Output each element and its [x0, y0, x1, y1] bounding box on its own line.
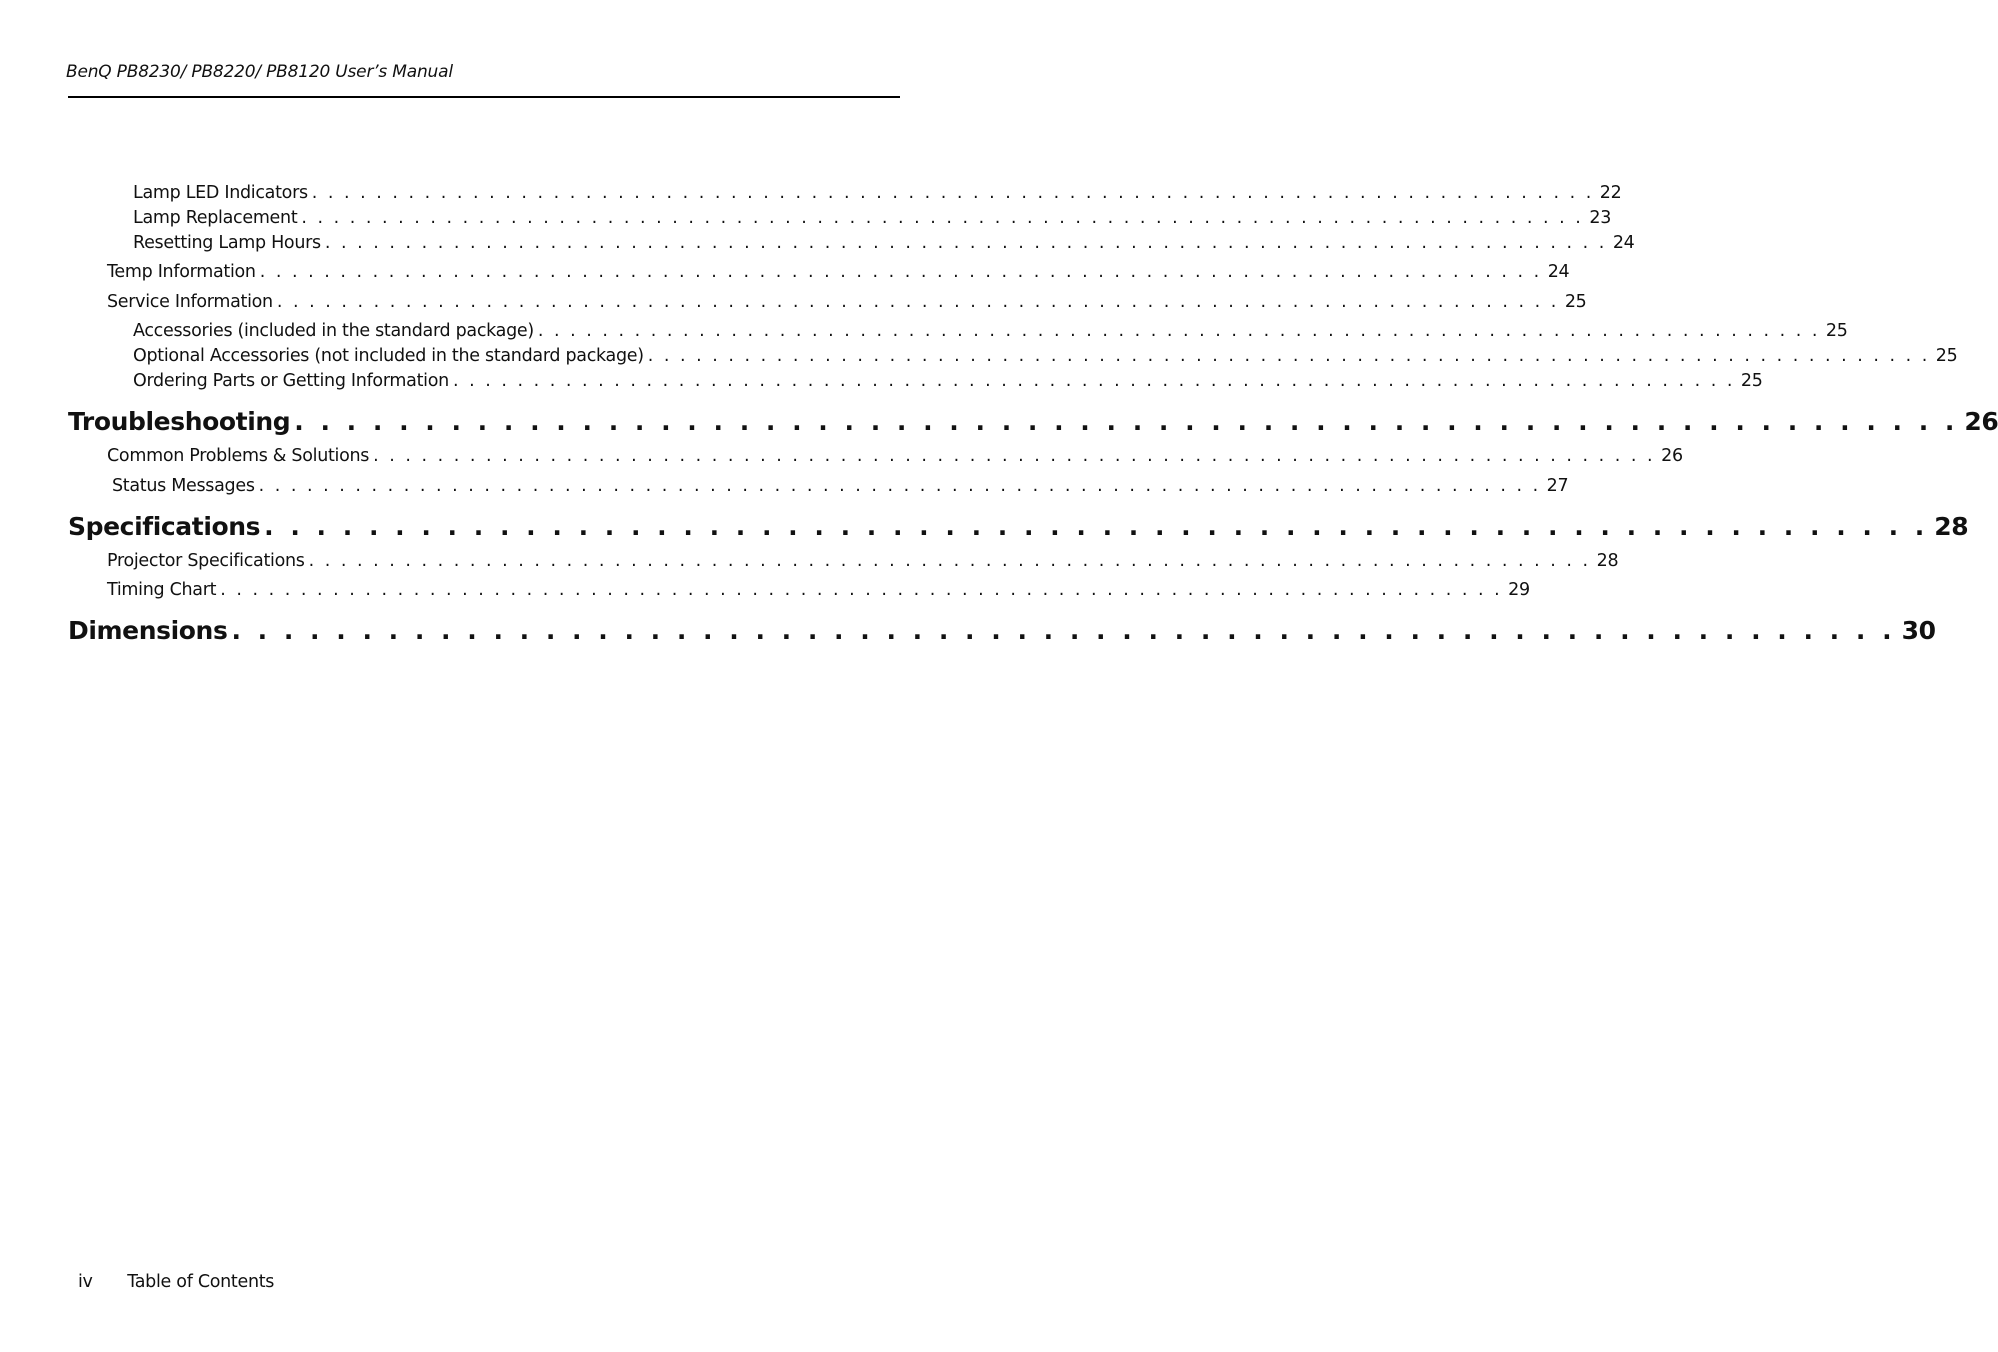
toc-leader-dots: . . . . . . . . . . . . . . . . . . . . . . . . . . . . . . . . . . . . . . . . . . . . . . . . . . . . . . . . . . . . . . . . . . . . . . . . . . . . . . . . [220, 580, 1503, 600]
toc-entry[interactable] [133, 321, 1848, 345]
toc-leader-dots: . . . . . . . . . . . . . . . . . . . . . . . . . . . . . . . . . . . . . . . . . . . . . . . . . . . . . . . . . . . . . . . . [294, 407, 1959, 436]
toc-entry-page: 25 [1564, 292, 1587, 312]
toc-entry-page: 25 [1825, 321, 1848, 341]
toc-leader-dots: . . . . . . . . . . . . . . . . . . . . . . . . . . . . . . . . . . . . . . . . . . . . . . . . . . . . . . . . . . . . . . . . [231, 616, 1896, 645]
toc-entry[interactable] [133, 346, 1958, 370]
toc-entry-page: 25 [1935, 346, 1958, 366]
toc-entry[interactable] [107, 551, 1619, 575]
toc-leader-dots: . . . . . . . . . . . . . . . . . . . . . . . . . . . . . . . . . . . . . . . . . . . . . . . . . . . . . . . . . . . . . . . . . . . . . . . . . . . . . . . . [324, 233, 1607, 253]
toc-entry-page: 22 [1599, 183, 1622, 203]
toc-entry-title: Status Messages [112, 476, 255, 496]
toc-entry-page: 24 [1612, 233, 1635, 253]
footer-page-number: iv [78, 1272, 93, 1292]
toc-leader-dots: . . . . . . . . . . . . . . . . . . . . . . . . . . . . . . . . . . . . . . . . . . . . . . . . . . . . . . . . . . . . . . . . . . . . . . . . . . . . . . . . [452, 371, 1735, 391]
toc-entry[interactable] [133, 183, 1622, 207]
toc-entry-title: Timing Chart [107, 580, 217, 600]
toc-entry[interactable] [107, 580, 1530, 604]
running-header: BenQ PB8230/ PB8220/ PB8120 User’s Manual [66, 62, 453, 82]
toc-leader-dots: . . . . . . . . . . . . . . . . . . . . . . . . . . . . . . . . . . . . . . . . . . . . . . . . . . . . . . . . . . . . . . . . . . . . . . . . . . . . . . . . [537, 321, 1820, 341]
toc-entry-page: 25 [1740, 371, 1763, 391]
toc-entry-title: Optional Accessories (not included in the standard package) [133, 346, 644, 366]
toc-entry-page: 28 [1596, 551, 1619, 571]
toc-leader-dots: . . . . . . . . . . . . . . . . . . . . . . . . . . . . . . . . . . . . . . . . . . . . . . . . . . . . . . . . . . . . . . . . . . . . . . . . . . . . . . . . [647, 346, 1930, 366]
toc-entry-title: Dimensions [68, 616, 228, 645]
toc-chapter-entry[interactable] [68, 407, 1998, 441]
toc-entry-page: 23 [1589, 208, 1612, 228]
toc-leader-dots: . . . . . . . . . . . . . . . . . . . . . . . . . . . . . . . . . . . . . . . . . . . . . . . . . . . . . . . . . . . . . . . . . . . . . . . . . . . . . . . . [276, 292, 1559, 312]
toc-entry-title: Resetting Lamp Hours [133, 233, 321, 253]
toc-entry-page: 26 [1661, 446, 1683, 466]
toc-leader-dots: . . . . . . . . . . . . . . . . . . . . . . . . . . . . . . . . . . . . . . . . . . . . . . . . . . . . . . . . . . . . . . . . . . . . . . . . . . . . . . . . [259, 262, 1542, 282]
toc-entry-page: 24 [1547, 262, 1570, 282]
toc-entry-page: 28 [1934, 512, 1969, 541]
toc-entry[interactable] [107, 446, 1683, 470]
toc-entry[interactable] [133, 233, 1635, 257]
toc-entry-page: 30 [1901, 616, 1936, 645]
toc-entry[interactable] [133, 208, 1612, 232]
toc-leader-dots: . . . . . . . . . . . . . . . . . . . . . . . . . . . . . . . . . . . . . . . . . . . . . . . . . . . . . . . . . . . . . . . . . . . . . . . . . . . . . . . . [301, 208, 1584, 228]
toc-entry-title: Ordering Parts or Getting Information [133, 371, 449, 391]
page-footer [78, 1272, 274, 1292]
toc-leader-dots: . . . . . . . . . . . . . . . . . . . . . . . . . . . . . . . . . . . . . . . . . . . . . . . . . . . . . . . . . . . . . . . . . . . . . . . . . . . . . . . . [258, 476, 1541, 496]
toc-entry-title: Troubleshooting [68, 407, 291, 436]
toc-chapter-entry[interactable] [68, 512, 1969, 546]
toc-entry-title: Common Problems & Solutions [107, 446, 370, 466]
footer-section-title: Table of Contents [127, 1272, 275, 1292]
toc-entry-title: Specifications [68, 512, 261, 541]
toc-leader-dots: . . . . . . . . . . . . . . . . . . . . . . . . . . . . . . . . . . . . . . . . . . . . . . . . . . . . . . . . . . . . . . . . . . . . . . . . . . . . . . . . [308, 551, 1591, 571]
toc-entry-page: 27 [1546, 476, 1569, 496]
toc-entry-title: Lamp Replacement [133, 208, 298, 228]
toc-entry-title: Accessories (included in the standard package) [133, 321, 534, 341]
toc-entry-title: Projector Specifications [107, 551, 305, 571]
toc-leader-dots: . . . . . . . . . . . . . . . . . . . . . . . . . . . . . . . . . . . . . . . . . . . . . . . . . . . . . . . . . . . . . . . . [264, 512, 1929, 541]
toc-entry-page: 29 [1508, 580, 1530, 600]
toc-entry-title: Service Information [107, 292, 273, 312]
toc-chapter-entry[interactable] [68, 616, 1936, 650]
toc-entry[interactable] [107, 262, 1570, 286]
toc-entry-page: 26 [1964, 407, 1998, 436]
toc-entry-title: Lamp LED Indicators [133, 183, 308, 203]
toc-entry-title: Temp Information [107, 262, 256, 282]
toc-entry[interactable] [133, 371, 1763, 395]
toc-leader-dots: . . . . . . . . . . . . . . . . . . . . . . . . . . . . . . . . . . . . . . . . . . . . . . . . . . . . . . . . . . . . . . . . . . . . . . . . . . . . . . . . [373, 446, 1656, 466]
toc-entry[interactable] [112, 476, 1569, 500]
toc-entry[interactable] [107, 292, 1587, 316]
toc-leader-dots: . . . . . . . . . . . . . . . . . . . . . . . . . . . . . . . . . . . . . . . . . . . . . . . . . . . . . . . . . . . . . . . . . . . . . . . . . . . . . . . . [311, 183, 1594, 203]
